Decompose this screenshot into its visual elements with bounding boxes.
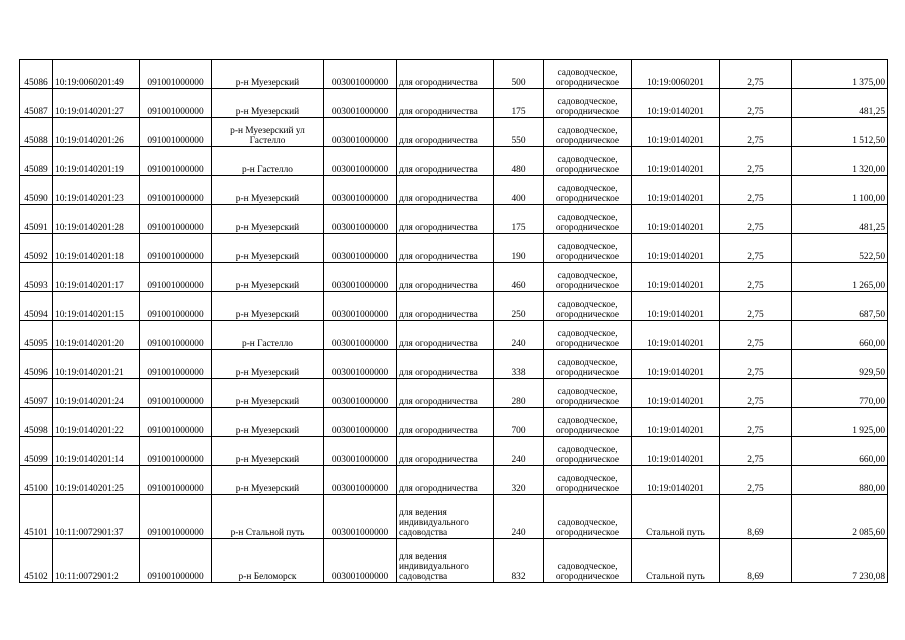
oktmo-code-cell: 003001000000 bbox=[324, 147, 397, 176]
cadastral-number-cell: 10:19:0140201:26 bbox=[53, 118, 140, 147]
cadastral-quarter-cell: Стальной путь bbox=[632, 495, 720, 539]
permitted-use-cell: для огородничества bbox=[397, 263, 494, 292]
land-category-cell: садоводческое, огородническое bbox=[544, 539, 632, 583]
cadastral-number-cell: 10:19:0140201:21 bbox=[53, 350, 140, 379]
permitted-use-cell: для огородничества bbox=[397, 292, 494, 321]
table-row bbox=[20, 205, 888, 234]
cadastral-quarter-cell: 10:19:0140201 bbox=[632, 321, 720, 350]
table-row bbox=[20, 263, 888, 292]
oktmo-code-cell: 003001000000 bbox=[324, 539, 397, 583]
cadastral-value-cell: 929,50 bbox=[792, 350, 888, 379]
area-cell: 240 bbox=[494, 321, 544, 350]
record-number-cell: 45092 bbox=[20, 234, 53, 263]
area-cell: 175 bbox=[494, 205, 544, 234]
cadastral-quarter-cell: 10:19:0140201 bbox=[632, 89, 720, 118]
specific-value-cell: 2,75 bbox=[720, 118, 792, 147]
specific-value-cell: 2,75 bbox=[720, 176, 792, 205]
location-cell: р-н Муезерский bbox=[212, 292, 324, 321]
cadastral-value-cell: 880,00 bbox=[792, 466, 888, 495]
location-cell: р-н Муезерский bbox=[212, 379, 324, 408]
cadastral-number-cell: 10:19:0060201:49 bbox=[53, 60, 140, 89]
record-number-cell: 45097 bbox=[20, 379, 53, 408]
location-cell: р-н Муезерский bbox=[212, 234, 324, 263]
record-number-cell: 45102 bbox=[20, 539, 53, 583]
table-row bbox=[20, 495, 888, 539]
cadastral-value-cell: 1 265,00 bbox=[792, 263, 888, 292]
cadastral-value-cell: 1 512,50 bbox=[792, 118, 888, 147]
location-cell: р-н Муезерский bbox=[212, 205, 324, 234]
cadastral-value-cell: 687,50 bbox=[792, 292, 888, 321]
cadastral-number-cell: 10:19:0140201:14 bbox=[53, 437, 140, 466]
record-number-cell: 45100 bbox=[20, 466, 53, 495]
area-cell: 175 bbox=[494, 89, 544, 118]
land-category-cell: садоводческое, огородническое bbox=[544, 60, 632, 89]
area-cell: 320 bbox=[494, 466, 544, 495]
location-cell: р-н Муезерский bbox=[212, 350, 324, 379]
cadastral-quarter-cell: 10:19:0140201 bbox=[632, 205, 720, 234]
specific-value-cell: 2,75 bbox=[720, 60, 792, 89]
oktmo-code-cell: 003001000000 bbox=[324, 234, 397, 263]
specific-value-cell: 2,75 bbox=[720, 147, 792, 176]
oktmo-code-cell: 003001000000 bbox=[324, 118, 397, 147]
okato-code-cell: 091001000000 bbox=[140, 205, 212, 234]
table-row bbox=[20, 539, 888, 583]
record-number-cell: 45101 bbox=[20, 495, 53, 539]
cadastral-number-cell: 10:19:0140201:23 bbox=[53, 176, 140, 205]
land-category-cell: садоводческое, огородническое bbox=[544, 495, 632, 539]
cadastral-number-cell: 10:11:0072901:37 bbox=[53, 495, 140, 539]
area-cell: 550 bbox=[494, 118, 544, 147]
area-cell: 338 bbox=[494, 350, 544, 379]
location-cell: р-н Муезерский bbox=[212, 437, 324, 466]
oktmo-code-cell: 003001000000 bbox=[324, 379, 397, 408]
okato-code-cell: 091001000000 bbox=[140, 118, 212, 147]
cadastral-value-cell: 2 085,60 bbox=[792, 495, 888, 539]
land-category-cell: садоводческое, огородническое bbox=[544, 118, 632, 147]
area-cell: 700 bbox=[494, 408, 544, 437]
table-row bbox=[20, 321, 888, 350]
record-number-cell: 45089 bbox=[20, 147, 53, 176]
okato-code-cell: 091001000000 bbox=[140, 350, 212, 379]
permitted-use-cell: для огородничества bbox=[397, 234, 494, 263]
area-cell: 460 bbox=[494, 263, 544, 292]
cadastral-quarter-cell: 10:19:0140201 bbox=[632, 292, 720, 321]
cadastral-number-cell: 10:19:0140201:24 bbox=[53, 379, 140, 408]
table-row bbox=[20, 408, 888, 437]
cadastral-quarter-cell: 10:19:0140201 bbox=[632, 466, 720, 495]
record-number-cell: 45094 bbox=[20, 292, 53, 321]
table-row bbox=[20, 147, 888, 176]
specific-value-cell: 2,75 bbox=[720, 205, 792, 234]
specific-value-cell: 8,69 bbox=[720, 495, 792, 539]
cadastral-value-cell: 1 375,00 bbox=[792, 60, 888, 89]
specific-value-cell: 2,75 bbox=[720, 408, 792, 437]
cadastral-value-cell: 1 100,00 bbox=[792, 176, 888, 205]
okato-code-cell: 091001000000 bbox=[140, 89, 212, 118]
oktmo-code-cell: 003001000000 bbox=[324, 495, 397, 539]
oktmo-code-cell: 003001000000 bbox=[324, 263, 397, 292]
cadastral-value-cell: 1 320,00 bbox=[792, 147, 888, 176]
oktmo-code-cell: 003001000000 bbox=[324, 466, 397, 495]
permitted-use-cell: для ведения индивидуального садоводства bbox=[397, 539, 494, 583]
cadastral-number-cell: 10:19:0140201:19 bbox=[53, 147, 140, 176]
cadastral-number-cell: 10:19:0140201:20 bbox=[53, 321, 140, 350]
record-number-cell: 45098 bbox=[20, 408, 53, 437]
okato-code-cell: 091001000000 bbox=[140, 437, 212, 466]
location-cell: р-н Муезерский bbox=[212, 263, 324, 292]
record-number-cell: 45086 bbox=[20, 60, 53, 89]
cadastral-number-cell: 10:19:0140201:22 bbox=[53, 408, 140, 437]
cadastral-number-cell: 10:11:0072901:2 bbox=[53, 539, 140, 583]
oktmo-code-cell: 003001000000 bbox=[324, 408, 397, 437]
location-cell: р-н Муезерский bbox=[212, 60, 324, 89]
record-number-cell: 45099 bbox=[20, 437, 53, 466]
permitted-use-cell: для огородничества bbox=[397, 89, 494, 118]
permitted-use-cell: для огородничества bbox=[397, 205, 494, 234]
record-number-cell: 45088 bbox=[20, 118, 53, 147]
okato-code-cell: 091001000000 bbox=[140, 176, 212, 205]
okato-code-cell: 091001000000 bbox=[140, 147, 212, 176]
table-row bbox=[20, 176, 888, 205]
specific-value-cell: 2,75 bbox=[720, 263, 792, 292]
land-plot-table bbox=[19, 59, 888, 583]
cadastral-value-cell: 481,25 bbox=[792, 89, 888, 118]
specific-value-cell: 2,75 bbox=[720, 89, 792, 118]
permitted-use-cell: для огородничества bbox=[397, 466, 494, 495]
specific-value-cell: 2,75 bbox=[720, 234, 792, 263]
cadastral-quarter-cell: 10:19:0140201 bbox=[632, 437, 720, 466]
table-row bbox=[20, 379, 888, 408]
land-category-cell: садоводческое, огородническое bbox=[544, 321, 632, 350]
okato-code-cell: 091001000000 bbox=[140, 263, 212, 292]
permitted-use-cell: для огородничества bbox=[397, 321, 494, 350]
area-cell: 240 bbox=[494, 437, 544, 466]
specific-value-cell: 2,75 bbox=[720, 350, 792, 379]
table-row bbox=[20, 118, 888, 147]
area-cell: 240 bbox=[494, 495, 544, 539]
table-row bbox=[20, 60, 888, 89]
land-category-cell: садоводческое, огородническое bbox=[544, 350, 632, 379]
okato-code-cell: 091001000000 bbox=[140, 234, 212, 263]
area-cell: 190 bbox=[494, 234, 544, 263]
land-category-cell: садоводческое, огородническое bbox=[544, 437, 632, 466]
okato-code-cell: 091001000000 bbox=[140, 408, 212, 437]
area-cell: 250 bbox=[494, 292, 544, 321]
location-cell: р-н Муезерский bbox=[212, 466, 324, 495]
cadastral-number-cell: 10:19:0140201:18 bbox=[53, 234, 140, 263]
specific-value-cell: 2,75 bbox=[720, 437, 792, 466]
area-cell: 832 bbox=[494, 539, 544, 583]
record-number-cell: 45093 bbox=[20, 263, 53, 292]
permitted-use-cell: для огородничества bbox=[397, 60, 494, 89]
location-cell: р-н Муезерский bbox=[212, 89, 324, 118]
permitted-use-cell: для огородничества bbox=[397, 147, 494, 176]
cadastral-number-cell: 10:19:0140201:28 bbox=[53, 205, 140, 234]
cadastral-quarter-cell: 10:19:0060201 bbox=[632, 60, 720, 89]
okato-code-cell: 091001000000 bbox=[140, 495, 212, 539]
oktmo-code-cell: 003001000000 bbox=[324, 350, 397, 379]
land-category-cell: садоводческое, огородническое bbox=[544, 205, 632, 234]
specific-value-cell: 2,75 bbox=[720, 466, 792, 495]
table-body bbox=[20, 60, 888, 583]
cadastral-number-cell: 10:19:0140201:27 bbox=[53, 89, 140, 118]
land-category-cell: садоводческое, огородническое bbox=[544, 176, 632, 205]
permitted-use-cell: для огородничества bbox=[397, 350, 494, 379]
cadastral-value-cell: 770,00 bbox=[792, 379, 888, 408]
permitted-use-cell: для огородничества bbox=[397, 437, 494, 466]
oktmo-code-cell: 003001000000 bbox=[324, 60, 397, 89]
area-cell: 500 bbox=[494, 60, 544, 89]
permitted-use-cell: для ведения индивидуального садоводства bbox=[397, 495, 494, 539]
cadastral-value-cell: 522,50 bbox=[792, 234, 888, 263]
record-number-cell: 45091 bbox=[20, 205, 53, 234]
oktmo-code-cell: 003001000000 bbox=[324, 321, 397, 350]
permitted-use-cell: для огородничества bbox=[397, 176, 494, 205]
cadastral-quarter-cell: 10:19:0140201 bbox=[632, 234, 720, 263]
table-row bbox=[20, 89, 888, 118]
okato-code-cell: 091001000000 bbox=[140, 379, 212, 408]
area-cell: 480 bbox=[494, 147, 544, 176]
table-row bbox=[20, 466, 888, 495]
specific-value-cell: 2,75 bbox=[720, 292, 792, 321]
cadastral-quarter-cell: 10:19:0140201 bbox=[632, 379, 720, 408]
land-category-cell: садоводческое, огородническое bbox=[544, 147, 632, 176]
land-category-cell: садоводческое, огородническое bbox=[544, 234, 632, 263]
location-cell: р-н Муезерский bbox=[212, 176, 324, 205]
oktmo-code-cell: 003001000000 bbox=[324, 205, 397, 234]
area-cell: 280 bbox=[494, 379, 544, 408]
location-cell: р-н Муезерский bbox=[212, 408, 324, 437]
okato-code-cell: 091001000000 bbox=[140, 60, 212, 89]
cadastral-number-cell: 10:19:0140201:15 bbox=[53, 292, 140, 321]
specific-value-cell: 8,69 bbox=[720, 539, 792, 583]
location-cell: р-н Муезерский ул Гастелло bbox=[212, 118, 324, 147]
table-row bbox=[20, 437, 888, 466]
table-row bbox=[20, 234, 888, 263]
area-cell: 400 bbox=[494, 176, 544, 205]
cadastral-quarter-cell: 10:19:0140201 bbox=[632, 118, 720, 147]
cadastral-quarter-cell: 10:19:0140201 bbox=[632, 263, 720, 292]
cadastral-number-cell: 10:19:0140201:25 bbox=[53, 466, 140, 495]
land-category-cell: садоводческое, огородническое bbox=[544, 466, 632, 495]
okato-code-cell: 091001000000 bbox=[140, 321, 212, 350]
specific-value-cell: 2,75 bbox=[720, 321, 792, 350]
okato-code-cell: 091001000000 bbox=[140, 292, 212, 321]
location-cell: р-н Беломорск bbox=[212, 539, 324, 583]
location-cell: р-н Гастелло bbox=[212, 321, 324, 350]
okato-code-cell: 091001000000 bbox=[140, 466, 212, 495]
cadastral-quarter-cell: 10:19:0140201 bbox=[632, 176, 720, 205]
record-number-cell: 45087 bbox=[20, 89, 53, 118]
oktmo-code-cell: 003001000000 bbox=[324, 89, 397, 118]
land-category-cell: садоводческое, огородническое bbox=[544, 89, 632, 118]
oktmo-code-cell: 003001000000 bbox=[324, 292, 397, 321]
cadastral-number-cell: 10:19:0140201:17 bbox=[53, 263, 140, 292]
cadastral-value-cell: 660,00 bbox=[792, 321, 888, 350]
land-category-cell: садоводческое, огородническое bbox=[544, 408, 632, 437]
oktmo-code-cell: 003001000000 bbox=[324, 437, 397, 466]
okato-code-cell: 091001000000 bbox=[140, 539, 212, 583]
table-row bbox=[20, 350, 888, 379]
permitted-use-cell: для огородничества bbox=[397, 379, 494, 408]
land-category-cell: садоводческое, огородническое bbox=[544, 263, 632, 292]
cadastral-value-cell: 7 230,08 bbox=[792, 539, 888, 583]
table-row bbox=[20, 292, 888, 321]
specific-value-cell: 2,75 bbox=[720, 379, 792, 408]
cadastral-quarter-cell: Стальной путь bbox=[632, 539, 720, 583]
cadastral-quarter-cell: 10:19:0140201 bbox=[632, 350, 720, 379]
location-cell: р-н Гастелло bbox=[212, 147, 324, 176]
cadastral-value-cell: 481,25 bbox=[792, 205, 888, 234]
record-number-cell: 45096 bbox=[20, 350, 53, 379]
cadastral-quarter-cell: 10:19:0140201 bbox=[632, 147, 720, 176]
permitted-use-cell: для огородничества bbox=[397, 408, 494, 437]
record-number-cell: 45090 bbox=[20, 176, 53, 205]
oktmo-code-cell: 003001000000 bbox=[324, 176, 397, 205]
permitted-use-cell: для огородничества bbox=[397, 118, 494, 147]
cadastral-quarter-cell: 10:19:0140201 bbox=[632, 408, 720, 437]
cadastral-value-cell: 660,00 bbox=[792, 437, 888, 466]
location-cell: р-н Стальной путь bbox=[212, 495, 324, 539]
land-category-cell: садоводческое, огородническое bbox=[544, 292, 632, 321]
land-category-cell: садоводческое, огородническое bbox=[544, 379, 632, 408]
record-number-cell: 45095 bbox=[20, 321, 53, 350]
cadastral-value-cell: 1 925,00 bbox=[792, 408, 888, 437]
